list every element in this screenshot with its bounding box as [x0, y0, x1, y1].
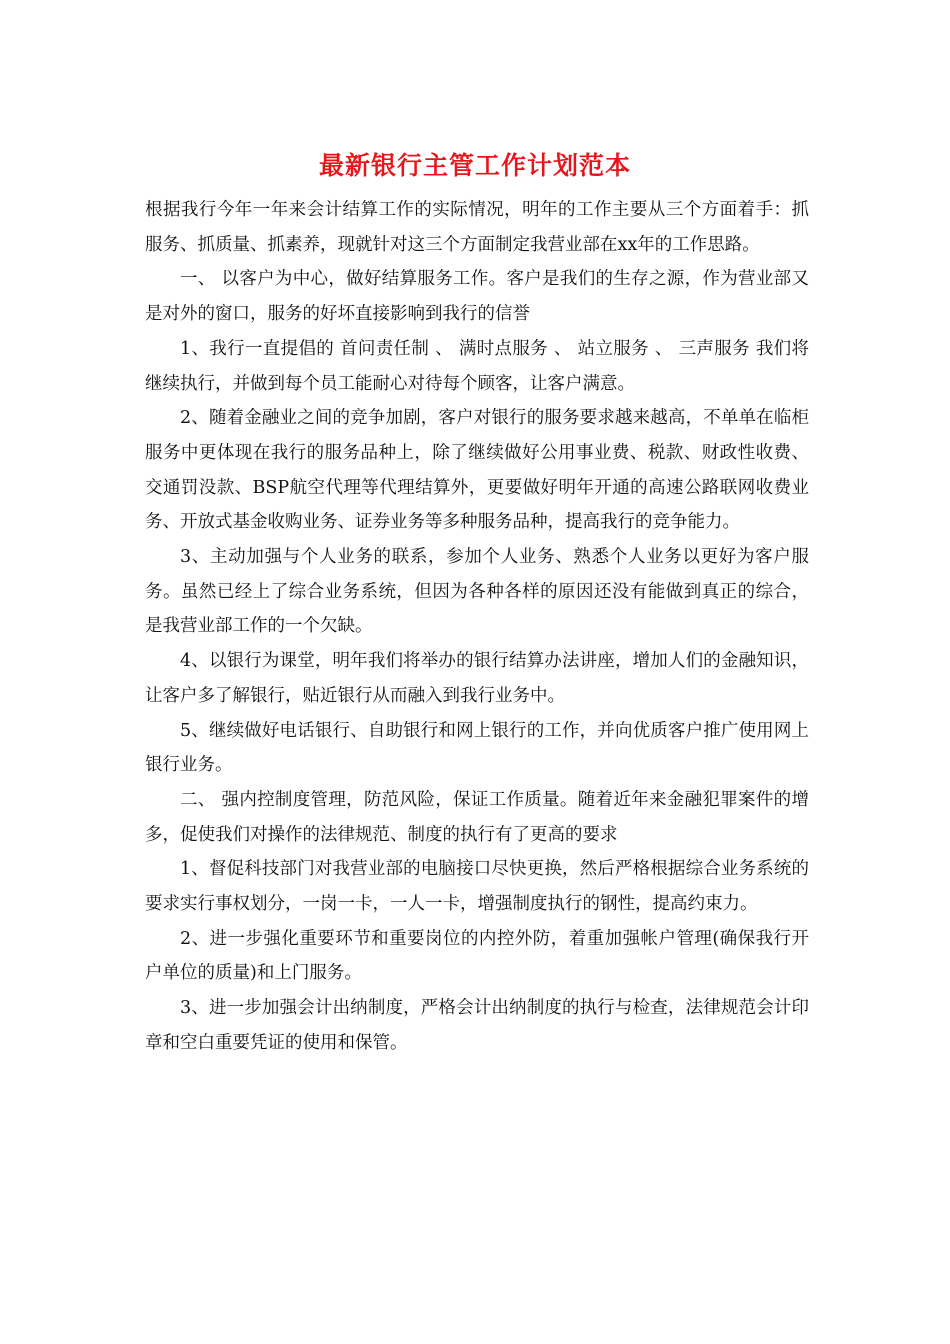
section-1-item-2-paragraph: 2、随着金融业之间的竞争加剧，客户对银行的服务要求越来越高，不单单在临柜服务中更体现在我行的服务品种上，除了继续做好公用事业费、税款、财政性收费、交通罚没款、BSP航空代理等代理结算外，更要做好明年开通的高速公路联网收费业务、开放式基金收购业务、证券业务等多种服务品种，提高我行的竞争能力。: [145, 408, 809, 533]
section-1-item-3-paragraph: 3、主动加强与个人业务的联系，参加个人业务、熟悉个人业务以更好为客户服务。虽然已经上了综合业务系统，但因为各种各样的原因还没有能做到真正的综合，是我营业部工作的一个欠缺。: [145, 547, 809, 637]
document-title: 最新银行主管工作计划范本: [318, 151, 631, 180]
section-2-heading-paragraph: 二、 强内控制度管理，防范风险，保证工作质量。随着近年来金融犯罪案件的增多，促使我们对操作的法律规范、制度的执行有了更高的要求: [145, 789, 809, 845]
section-2-item-1-paragraph: 1、督促科技部门对我营业部的电脑接口尽快更换，然后严格根据综合业务系统的要求实行事权划分，一岗一卡，一人一卡，增强制度执行的钢性，提高约束力。: [145, 859, 809, 915]
section-1-item-5-paragraph: 5、继续做好电话银行、自助银行和网上银行的工作，并向优质客户推广使用网上银行业务。: [145, 720, 809, 776]
section-2-item-2-paragraph: 2、进一步强化重要环节和重要岗位的内控外防，着重加强帐户管理(确保我行开户单位的质量)和上门服务。: [145, 928, 809, 984]
section-1-heading-paragraph: 一、 以客户为中心，做好结算服务工作。客户是我们的生存之源，作为营业部又是对外的窗口，服务的好坏直接影响到我行的信誉: [145, 269, 809, 325]
section-1-item-4-paragraph: 4、以银行为课堂，明年我们将举办的银行结算办法讲座，增加人们的金融知识，让客户多了解银行，贴近银行从而融入到我行业务中。: [145, 651, 809, 706]
section-1-item-1-paragraph: 1、我行一直提倡的 首问责任制 、 满时点服务 、 站立服务 、 三声服务 我们将继续执行，并做到每个员工能耐心对待每个顾客，让客户满意。: [145, 338, 809, 394]
document-body: [145, 193, 809, 1061]
section-2-item-3-paragraph: 3、进一步加强会计出纳制度，严格会计出纳制度的执行与检查，法律规范会计印章和空白重要凭证的使用和保管。: [145, 998, 809, 1053]
intro-paragraph: 根据我行今年一年来会计结算工作的实际情况，明年的工作主要从三个方面着手：抓服务、抓质量、抓素养，现就针对这三个方面制定我营业部在xx年的工作思路。: [145, 200, 809, 255]
